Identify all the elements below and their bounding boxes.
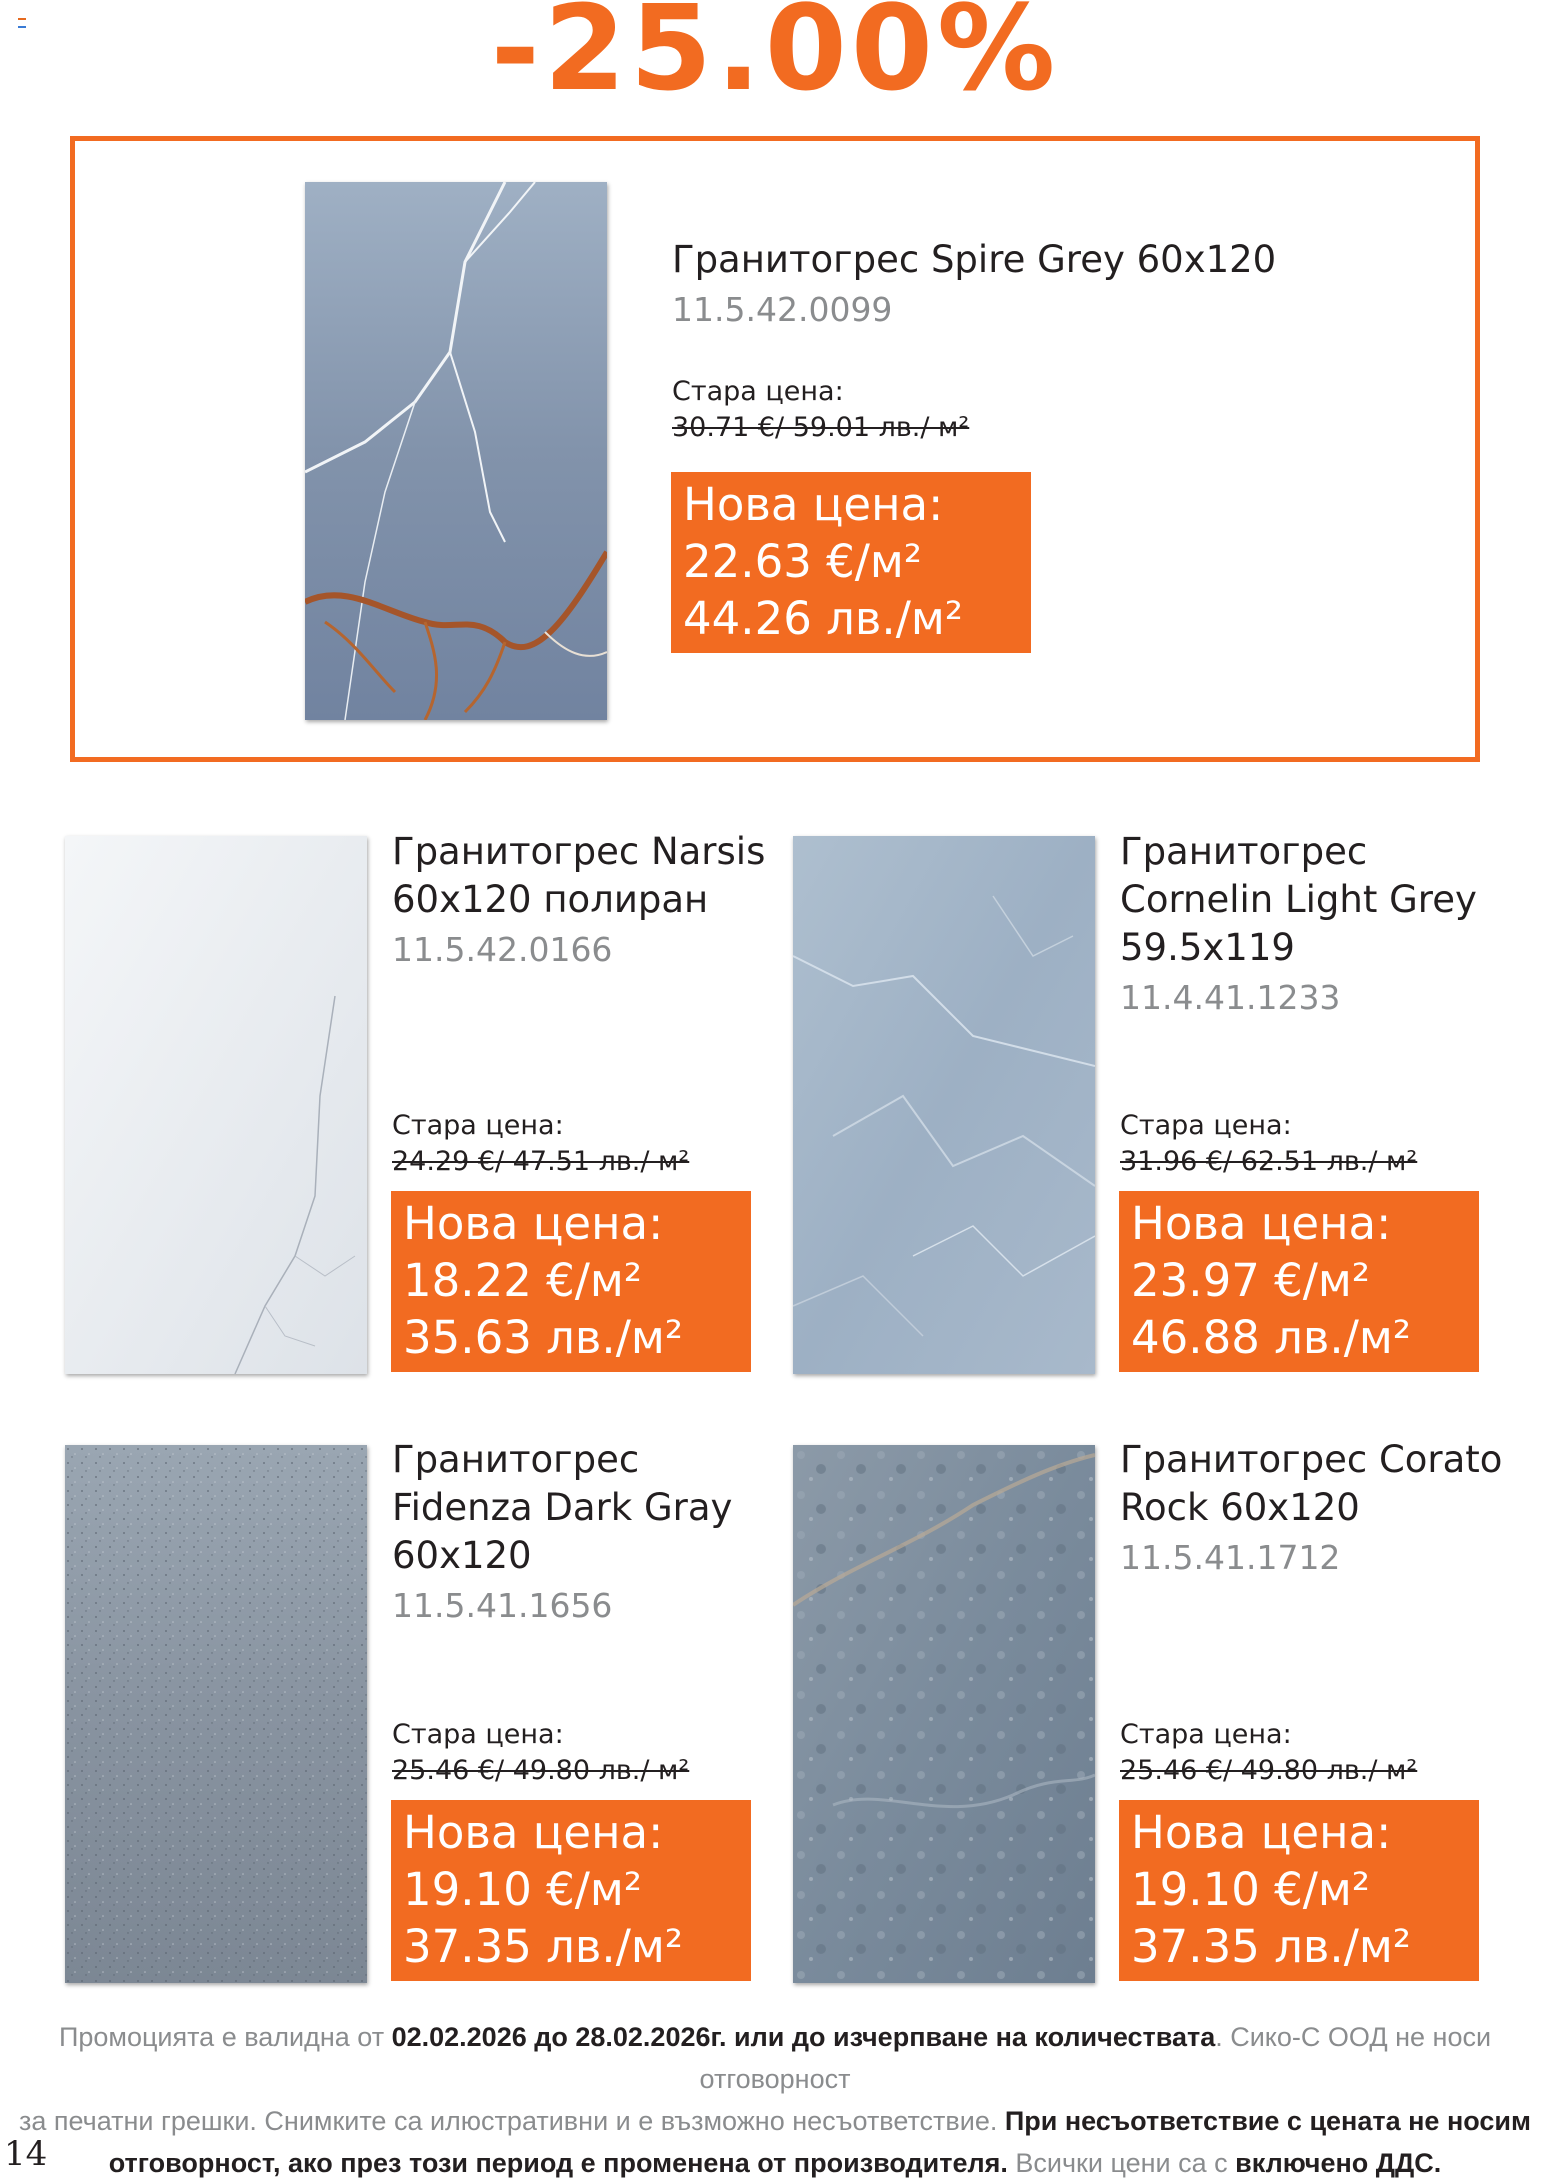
product-name: Гранитогрес Spire Grey 60x120 — [672, 238, 1277, 281]
product-info-corato — [1120, 1436, 1540, 1580]
product-name-line: Fidenza Dark Gray — [392, 1486, 733, 1529]
product-code: 11.5.42.0166 — [392, 930, 613, 969]
product-image-corato — [793, 1445, 1095, 1983]
product-name-line: Гранитогрес Narsis — [392, 830, 766, 873]
featured-product-frame — [70, 136, 1480, 762]
product-info-narsis — [392, 828, 772, 972]
new-price-box — [391, 1191, 751, 1372]
product-image-spire-grey — [305, 182, 607, 720]
product-name-line: 59.5x119 — [1120, 926, 1295, 969]
disclaimer-bold: отговорност, ако през този период е променена от производителя. — [108, 2148, 1008, 2178]
disclaimer-text: Всички цени са с — [1007, 2148, 1236, 2178]
new-price-bgn: 35.63 лв./м² — [403, 1311, 683, 1364]
page-number: 14 — [4, 2134, 48, 2174]
old-price: 31.96 €/ 62.51 лв./ м² — [1120, 1146, 1418, 1177]
old-price-label: Стара цена: — [392, 1719, 564, 1750]
promo-disclaimer — [0, 2016, 1550, 2184]
new-price-label: Нова цена: — [403, 1197, 664, 1250]
old-price: 25.46 €/ 49.80 лв./ м² — [1120, 1755, 1418, 1786]
product-name-line: 60x120 полиран — [392, 878, 709, 921]
old-price-block — [1120, 1108, 1417, 1180]
disclaimer-text: за печатни грешки. Снимките са илюстративни и е възможно несъответствие. — [19, 2106, 1005, 2136]
product-info-fidenza — [392, 1436, 772, 1628]
product-code: 11.5.42.0099 — [672, 290, 893, 329]
product-name-line: Rock 60x120 — [1120, 1486, 1360, 1529]
new-price-bgn: 37.35 лв./м² — [1131, 1920, 1411, 1973]
old-price-block — [392, 1108, 689, 1180]
disclaimer-text: . — [1433, 2148, 1442, 2178]
featured-product-info — [672, 236, 1372, 446]
new-price-box — [1119, 1191, 1479, 1372]
new-price-bgn: 46.88 лв./м² — [1131, 1311, 1411, 1364]
disclaimer-text: . Сико-С ООД не носи отговорност — [699, 2022, 1492, 2094]
new-price-bgn: 37.35 лв./м² — [403, 1920, 683, 1973]
new-price-label: Нова цена: — [403, 1806, 664, 1859]
old-price-label: Стара цена: — [392, 1110, 564, 1141]
product-code: 11.5.41.1656 — [392, 1586, 613, 1625]
disclaimer-bold: При несъответствие с цената не носим — [1004, 2106, 1531, 2136]
old-price-label: Стара цена: — [1120, 1110, 1292, 1141]
product-name-line: Гранитогрес — [1120, 830, 1368, 873]
new-price-bgn: 44.26 лв./м² — [683, 592, 963, 645]
new-price-eur: 19.10 €/м² — [403, 1863, 642, 1916]
disclaimer-bold: включено ДДС — [1235, 2148, 1434, 2178]
new-price-eur: 22.63 €/м² — [683, 535, 922, 588]
new-price-eur: 23.97 €/м² — [1131, 1254, 1370, 1307]
product-name-line: Гранитогрес Corato — [1120, 1438, 1503, 1481]
product-info-cornelin — [1120, 828, 1540, 1020]
disclaimer-text: Промоцията е валидна от — [58, 2022, 392, 2052]
product-image-cornelin — [793, 836, 1095, 1374]
product-code: 11.4.41.1233 — [1120, 978, 1341, 1017]
new-price-eur: 19.10 €/м² — [1131, 1863, 1370, 1916]
old-price-label: Стара цена: — [1120, 1719, 1292, 1750]
new-price-eur: 18.22 €/м² — [403, 1254, 642, 1307]
old-price-block — [1120, 1717, 1417, 1789]
product-name-line: Гранитогрес — [392, 1438, 640, 1481]
product-image-narsis — [65, 836, 367, 1374]
product-code: 11.5.41.1712 — [1120, 1538, 1341, 1577]
new-price-label: Нова цена: — [1131, 1197, 1392, 1250]
old-price-label: Стара цена: — [672, 376, 844, 407]
new-price-label: Нова цена: — [683, 478, 944, 531]
new-price-box — [391, 1800, 751, 1981]
old-price: 24.29 €/ 47.51 лв./ м² — [392, 1146, 690, 1177]
product-name-line: Cornelin Light Grey — [1120, 878, 1477, 921]
disclaimer-dates: 02.02.2026 до 28.02.2026г. или до изчерпване на количествата — [391, 2022, 1216, 2052]
old-price: 30.71 €/ 59.01 лв./ м² — [672, 412, 970, 443]
new-price-label: Нова цена: — [1131, 1806, 1392, 1859]
new-price-box — [671, 472, 1031, 653]
discount-headline: -25.00% — [490, 0, 1060, 117]
new-price-box — [1119, 1800, 1479, 1981]
old-price: 25.46 €/ 49.80 лв./ м² — [392, 1755, 690, 1786]
product-image-fidenza — [65, 1445, 367, 1983]
product-name-line: 60x120 — [392, 1534, 532, 1577]
old-price-block — [392, 1717, 689, 1789]
